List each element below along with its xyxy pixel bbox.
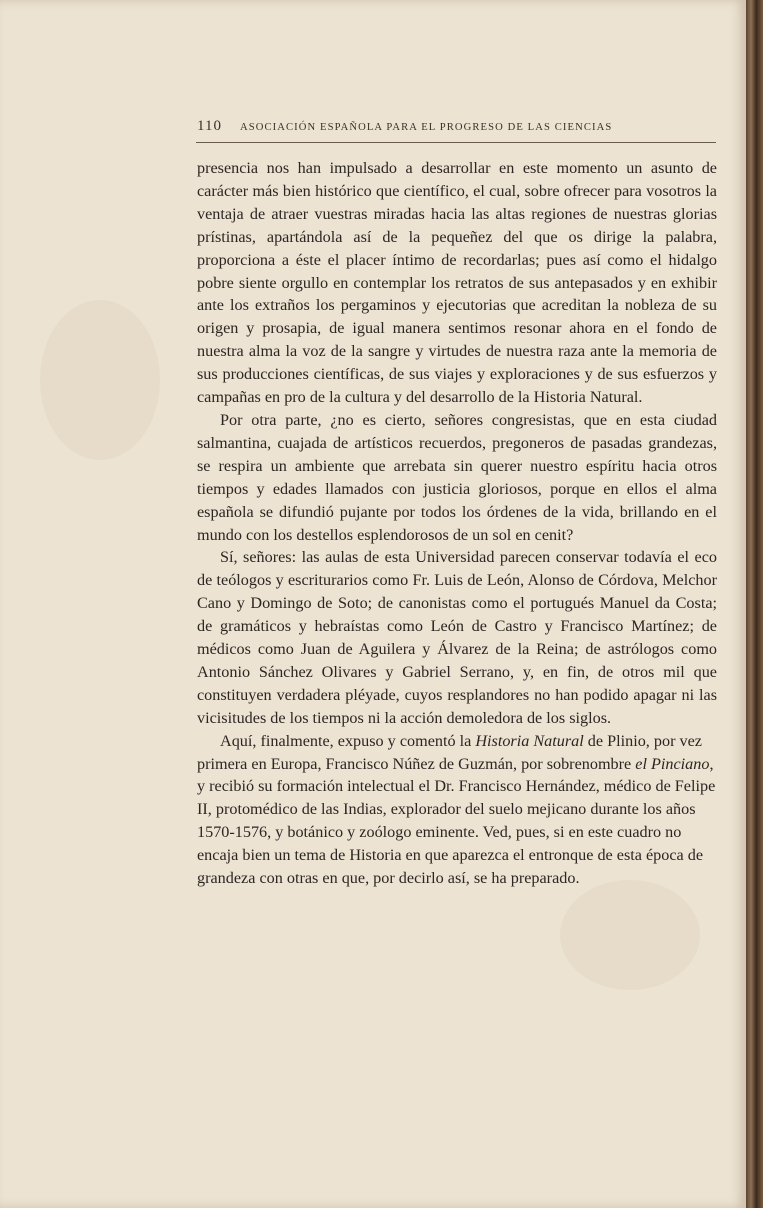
paragraph-text: , y recibió su formación intelectual el Dr. Francisco Hernández, médico de Felipe II, protomédico de las Indias, explorador del suelo mejicano durante los años 1570-1576, y botánico y zoólogo eminente. Ved, pues, si en este cuadro no encaja bien un tema de Historia en que aparezca el entronque de esta época de grandeza con otras en que, por decirlo así, se ha preparado. xyxy=(197,754,716,888)
page-number: 110 xyxy=(197,118,222,134)
paragraph-text: Aquí, finalmente, expuso y comentó la xyxy=(220,731,476,750)
body-text xyxy=(197,157,717,890)
paragraph xyxy=(197,730,717,890)
paragraph: Sí, señores: las aulas de esta Universidad parecen conservar todavía el eco de teólogos y escriturarios como Fr. Luis de León, Alonso de Córdova, Melchor Cano y Domingo de Soto; de canonistas como el portugués Manuel da Costa; de gramáticos y hebraístas como León de Castro y Francisco Martínez; de médicos como Juan de Aguilera y Álvarez de la Reina; de astrólogos como Antonio Sánchez Olivares y Gabriel Serrano, y, en fin, de otros mil que constituyen verdadera pléyade, cuyos resplandores no han podido apagar ni las vicisitudes de los tiempos ni la acción demoledora de los siglos. xyxy=(197,548,717,727)
paper-stain xyxy=(40,300,160,460)
italic-nickname: el Pinciano xyxy=(635,754,710,773)
paragraph: Por otra parte, ¿no es cierto, señores congresistas, que en esta ciudad salmantina, cuajada de artísticos recuerdos, pregoneros de pasadas grandezas, se respira un ambiente que arrebata sin querer nuestro espíritu hacia otros tiempos y edades llamados con justicia gloriosos, porque en ellos el alma española se difundió pujante por todos los órdenes de la vida, brillando en el mundo con los destellos esplendorosos de un sol en cenit? xyxy=(197,410,717,544)
paper-stain xyxy=(560,880,700,990)
paragraph-continued: presencia nos han impulsado a desarrollar en este momento un asunto de carácter más bien histórico que científico, el cual, sobre ofrecer para vosotros la ventaja de atraer vuestras miradas hacia las altas regiones de nuestras glorias prístinas, apartándola así de la pequeñez del que os dirige la palabra, proporciona a éste el placer íntimo de recordarlas; pues así como el hidalgo pobre siente orgullo en contemplar los retratos de sus antepasados y en exhibir ante los extraños los pergaminos y ejecutorias que acreditan la nobleza de su origen y prosapia, de igual manera sentimos resonar ahora en el fondo de nuestra alma la voz de la sangre y virtudes de nuestra raza ante la memoria de sus producciones científicas, de sus viajes y exploraciones y de sus esfuerzos y campañas en pro de la cultura y del desarrollo de la Historia Natural. xyxy=(197,159,717,407)
running-head xyxy=(197,118,715,135)
header-rule xyxy=(196,142,716,143)
italic-title: Historia Natural xyxy=(475,731,584,750)
paragraph-text: de Plinio, por vez primera en Europa, Francisco Núñez de Guzmán, por sobrenombre xyxy=(197,731,702,773)
running-title: ASOCIACIÓN ESPAÑOLA PARA EL PROGRESO DE LAS CIENCIAS xyxy=(239,122,613,133)
book-spine-edge xyxy=(746,0,763,1208)
